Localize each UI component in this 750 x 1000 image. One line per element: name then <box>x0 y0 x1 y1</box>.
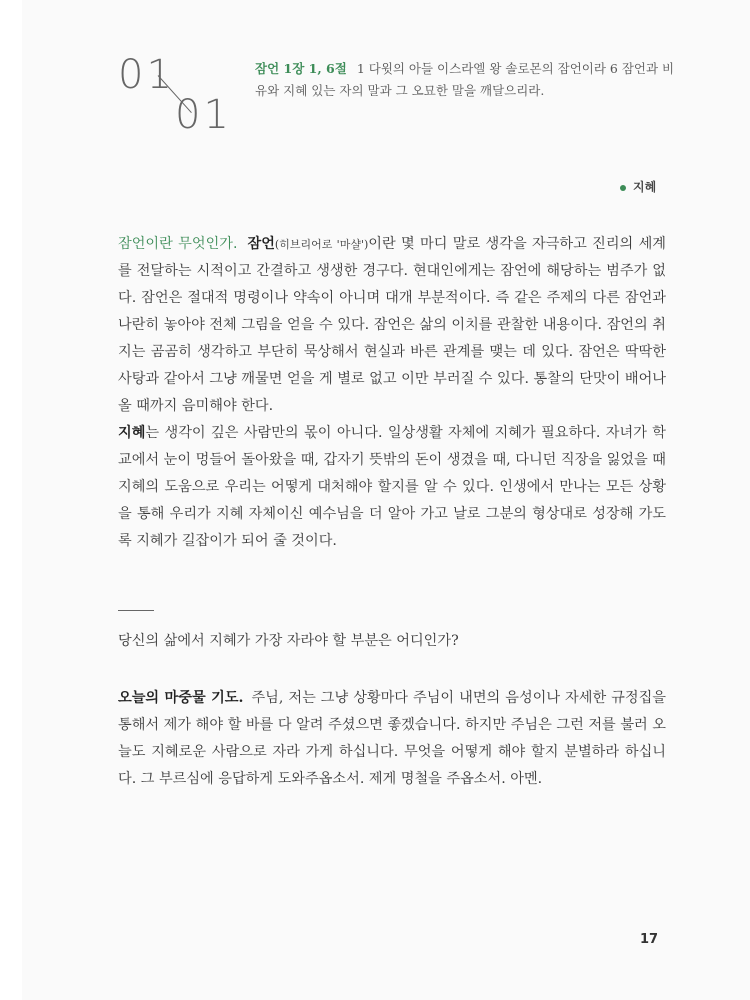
scripture-reference: 잠언 1장 1, 6절 <box>255 61 347 76</box>
term-note: (히브리어로 '마샬') <box>274 238 369 251</box>
section1-text: 이란 몇 마디 말로 생각을 자극하고 진리의 세계를 전달하는 시적이고 간결하고 생생한 경구다. 현대인에게는 잠언에 해당하는 범주가 없다. 잠언은 절대적 명령이나 약속이 아니며 대개 부분적이다. 즉 같은 주제의 다른 잠언과 나란히 놓아야 전체 그림을 얻을 수 있다. 잠언은 삶의 이치를 관찰한 내용이다. 잠언의 취지는 곰곰히 생각하고 부단히 묵상해서 현실과 바른 관계를 맺는 데 있다. 잠언은 딱딱한 사탕과 같아서 그냥 깨물면 얻을 게 별로 없고 이만 부러질 수 있다. 통찰의 단맛이 배어나올 때까지 음미해야 한다. <box>118 236 667 414</box>
key-term-proverb: 잠언 <box>247 236 275 252</box>
page-number: 17 <box>640 932 659 947</box>
reflection-question: 당신의 삶에서 지혜가 가장 자라야 할 부분은 어디인가? <box>118 633 459 649</box>
divider-rule <box>118 610 154 611</box>
devotion-number-bottom: 01 <box>175 92 232 138</box>
scripture-passage <box>255 58 685 102</box>
section-heading: 잠언이란 무엇인가. <box>118 236 238 252</box>
scripture-text: 1 다윗의 아들 이스라엘 왕 솔로몬의 잠언이라 6 잠언과 비유와 지혜 있는 자의 말과 그 오묘한 말을 깨달으리라. <box>255 61 675 98</box>
key-term-wisdom: 지혜 <box>118 425 146 441</box>
prayer-paragraph <box>118 685 666 793</box>
prayer-heading: 오늘의 마중물 기도. <box>118 690 244 706</box>
topic-tag <box>620 178 656 195</box>
prayer-text: 주님, 저는 그냥 상황마다 주님이 내면의 음성이나 자세한 규정집을 통해서 제가 해야 할 바를 다 알려 주셨으면 좋겠습니다. 하지만 주님은 그런 저를 불러 오늘도 지혜로운 사람으로 자라 가게 하십니다. 무엇을 어떻게 해야 할지 분별하라 하십니다. 그 부르심에 응답하게 도와주옵소서. 제게 명철을 주옵소서. 아멘. <box>118 690 666 787</box>
bullet-dot-icon <box>620 185 626 191</box>
topic-tag-label: 지혜 <box>633 180 657 194</box>
section2-text: 는 생각이 깊은 사람만의 몫이 아니다. 일상생활 자체에 지혜가 필요하다. 자녀가 학교에서 눈이 멍들어 돌아왔을 때, 갑자기 뜻밖의 돈이 생겼을 때, 다니던 직장을 잃었을 때 지혜의 도움으로 우리는 어떻게 대처해야 할지를 알 수 있다. 인생에서 만나는 모든 상황을 통해 우리가 지혜 자체이신 예수님을 더 알아 가고 날로 그분의 형상대로 성장해 가도록 지혜가 길잡이가 되어 줄 것이다. <box>118 425 666 549</box>
body-text <box>118 231 666 555</box>
devotion-number-top: 01 <box>118 52 175 98</box>
